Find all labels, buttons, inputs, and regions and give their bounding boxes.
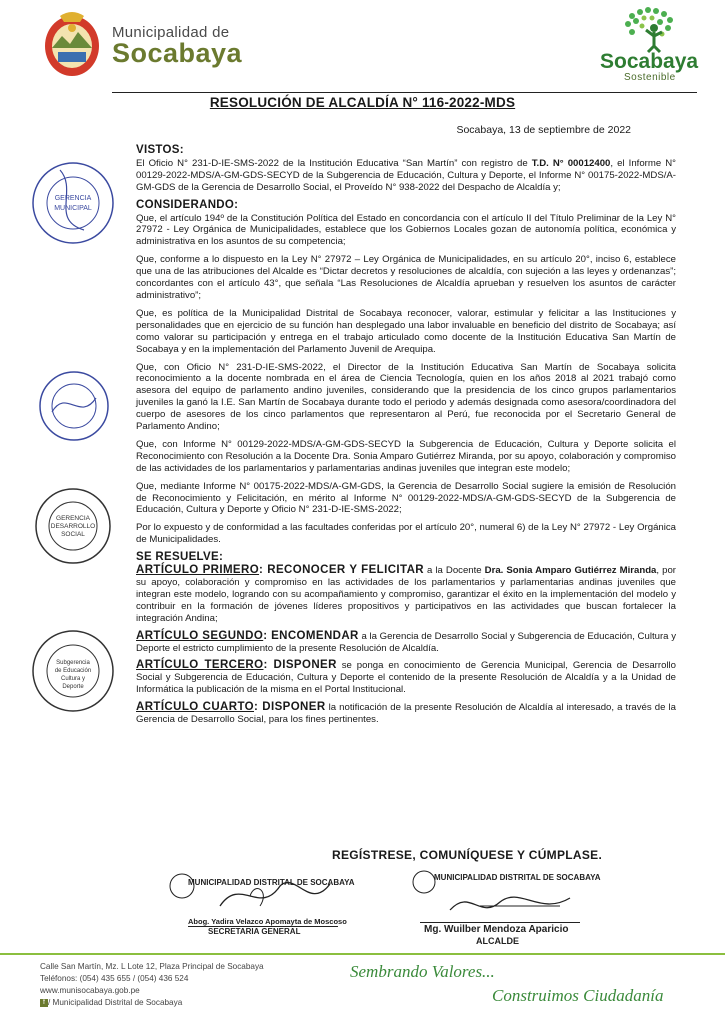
svg-text:MUNICIPAL: MUNICIPAL	[54, 205, 92, 212]
brand-tagline: Sostenible	[624, 72, 676, 83]
article-3-verb: : DISPONER	[263, 659, 337, 672]
desarrollo-social-stamp	[30, 486, 116, 566]
footer-social-text: / Municipalidad Distrital de Socabaya	[48, 998, 183, 1007]
article-2-verb: : ENCOMENDAR	[263, 629, 359, 642]
vistos-text-a: El Oficio N° 231-D-IE-SMS-2022 de la Institución Educativa “San Martín” con registro de	[136, 157, 532, 169]
article-1-verb: : RECONOCER Y FELICITAR	[259, 564, 424, 577]
resolution-date: Socabaya, 13 de septiembre de 2022	[456, 124, 631, 136]
footer-divider	[0, 953, 725, 955]
vistos-registry-number: T.D. N° 00012400	[531, 157, 611, 169]
vistos-text-b: , el Informe N° 00129-2022-MDS/A-GM-GDS-SECYD de la Subgerencia de Educación, Cultura y Deporte, el Informe N° 00175-2022-MDS/A-GM-GDS de la Gerencia de Desarrollo Social, el Proveído N° 938-2022 del Despacho de Alcaldía y;	[136, 157, 677, 193]
resolution-title: RESOLUCIÓN DE ALCALDÍA N° 116-2022-MDS	[209, 95, 516, 110]
considerando-heading: CONSIDERANDO:	[136, 198, 239, 211]
letterhead	[0, 0, 725, 95]
slogan-line-1: Sembrando Valores...	[350, 962, 495, 981]
article-3-heading: ARTÍCULO TERCERO	[136, 659, 264, 672]
mayor-role: ALCALDE	[476, 936, 519, 946]
svg-text:Cultura y: Cultura y	[60, 676, 86, 682]
secretary-role: SECRETARIA GENERAL	[208, 927, 301, 936]
secretary-name: Abog. Yadira Velazco Apomayta de Moscoso	[188, 917, 347, 926]
article-4-heading: ARTÍCULO CUARTO	[136, 701, 255, 714]
article-1-text-a: a la Docente	[423, 565, 485, 577]
considerando-paragraph-2: Que, conforme a lo dispuesto en la Ley N° 27972 – Ley Orgánica de Municipalidades, en su artículo 20°, inciso 6, establece que una de las atribuciones del Alcalde es “Dictar decretos y resoluciones de alcaldía, con sujeción a las leyes y ordenanzas”; concordantes con el artículo 43°, que señala “Las Resoluciones de Alcaldía aprueban y resuelven los asuntos de carácter administrativo”;	[136, 254, 676, 301]
article-4-text: la notificación de la presente Resolución de Alcaldía al interesado, a través de la Gerencia de Desarrollo Social, para los fines pertinentes.	[136, 702, 676, 726]
svg-text:GERENCIA: GERENCIA	[56, 515, 90, 522]
vistos-paragraph	[136, 158, 676, 194]
considerando-paragraph-4: Que, con Oficio N° 231-D-IE-SMS-2022, el Director de la Institución Educativa San Martín de Socabaya solicita reconocimiento a la docente nombrada en el área de Ciencia Tecnología, quien en los años 2018 al 2021 trabajó como asesora del equipo de parlamento andino juveniles, considerando que la presidencia de los cinco grupos parlamentarios juveniles la ganó la I.E. San Martín de Socabaya durante todo el periodo y además designada como asesora/coordinadora del cuerpo de asesores de los cinco parlamentos que representaron al Perú, fue reconocida por el Secretario General de Parlamento Andino;	[136, 361, 676, 433]
slogan-line-2: Construimos Ciudadanía	[492, 986, 664, 1005]
footer-social[interactable]	[40, 998, 182, 1007]
considerando-paragraph-3: Que, es política de la Municipalidad Distrital de Socabaya reconocer, valorar, estimular y felicitar a las Instituciones y personalidades que en ejercicio de su función han desplegado una labor invaluable en beneficio del distrito de Socabaya; así como valorar su participación y entrega en el trabajo articulado como docente de la Institución Educativa San Martín de Socabaya y en la implementación del Parlamento Juvenil de Arequipa.	[136, 307, 676, 355]
article-1	[136, 565, 676, 625]
right-stamp-text: MUNICIPALIDAD DISTRITAL DE SOCABAYA	[434, 873, 601, 882]
article-3	[136, 660, 676, 696]
article-4-verb: : DISPONER	[254, 701, 326, 714]
footer-phones: Teléfonos: (054) 435 655 / (054) 436 524	[40, 974, 189, 983]
svg-text:DESARROLLO: DESARROLLO	[50, 523, 96, 530]
article-3-text: se ponga en conocimiento de Gerencia Municipal, Gerencia de Desarrollo Social y Subgerencia de Educación, Cultura y Deporte el contenido de la presente Resolución de Alcaldía y a la Unidad de Informática la publicación de la misma en el Portal Institucional.	[136, 660, 677, 696]
municipality-name: Socabaya	[112, 38, 243, 68]
vistos-heading: VISTOS:	[136, 144, 184, 156]
mayor-name: Mg. Wuilber Mendoza Aparicio	[424, 924, 569, 935]
resolution-body	[136, 145, 676, 732]
municipal-crest-icon	[40, 8, 104, 80]
municipality-label: Municipalidad de	[112, 24, 230, 41]
svg-text:Subgerencia: Subgerencia	[56, 660, 90, 666]
svg-text:GERENCIA: GERENCIA	[54, 195, 92, 202]
se-resuelve-heading: SE RESUELVE:	[136, 551, 224, 564]
considerando-paragraph-1: Que, el artículo 194º de la Constitución Política del Estado en concordancia con el artículo II del Título Preliminar de la Ley N° 27972 - Ley Orgánica de Municipalidades, establece que los Gobiernos Locales gozan de autonomía política, económica y administrativa en los asuntos de su competencia;	[136, 212, 676, 248]
article-2-heading: ARTÍCULO SEGUNDO	[136, 629, 264, 642]
article-2	[136, 631, 676, 655]
facebook-icon: f	[40, 999, 48, 1007]
svg-text:de Educación: de Educación	[54, 668, 92, 674]
considerando-paragraph-7: Por lo expuesto y de conformidad a las facultades conferidas por el artículo 20°, numeral 6) de la Ley N° 27972 - Ley Orgánica de Municipalidades.	[136, 522, 676, 546]
closing-formula: REGÍSTRESE, COMUNÍQUESE Y CÚMPLASE.	[332, 848, 603, 862]
article-1-heading: ARTÍCULO PRIMERO	[136, 564, 260, 577]
educacion-stamp	[30, 628, 116, 714]
article-1-text-b: , por su apoyo, colaboración y compromiso en las actividades de los parlamentarios y parlamentarias andinas juveniles que integran este modelo, logrando con su acompañamiento y compromiso, garantizar el éxito en la implementación del modelo y contribuir en la formación de jóvenes líderes propositivos y participativos en las actividades que buscan fortalecer la integración Andina;	[136, 565, 676, 624]
header-divider	[112, 92, 697, 93]
considerando-paragraph-5: Que, con Informe N° 00129-2022-MDS/A-GM-GDS-SECYD la Subgerencia de Educación, Cultura y Deporte solicita el Reconocimiento con Resolución a la Docente Dra. Sonia Amparo Gutiérrez Miranda, por su apoyo, colaboración y compromiso de las actividades de los parlamentarios y parlamentarias andinas juveniles que integran este modelo;	[136, 438, 676, 474]
footer-address: Calle San Martín, Mz. L Lote 12, Plaza Principal de Socabaya	[40, 962, 264, 971]
svg-text:SOCIAL: SOCIAL	[61, 531, 85, 538]
considerando-paragraph-6: Que, mediante Informe N° 00175-2022-MDS/A-GM-GDS, la Gerencia de Desarrollo Social sugiere la emisión de Resolución de Reconocimiento y Felicitación, en mérito al Informe N° 00129-2022-MDS/A-GM-GDS-SECYD de la Subgerencia de Educación, Cultura y Deporte y Oficio N° 231-D-IE-SMS-2022;	[136, 480, 676, 516]
svg-text:Deporte: Deporte	[62, 684, 84, 690]
left-stamp-text: MUNICIPALIDAD DISTRITAL DE SOCABAYA	[188, 878, 355, 887]
article-2-text: a la Gerencia de Desarrollo Social y Subgerencia de Educación, Cultura y Deporte el estricto cumplimiento de la presente Resolución de Alcaldía.	[136, 630, 676, 654]
subgerencia-stamp-2	[36, 368, 112, 444]
article-4	[136, 702, 676, 726]
mayor-signature-line	[420, 922, 580, 923]
brand-name: Socabaya	[600, 50, 699, 73]
article-1-honoree: Dra. Sonia Amparo Gutiérrez Miranda	[484, 565, 657, 577]
footer-website[interactable]: www.munisocabaya.gob.pe	[40, 986, 140, 995]
subgerencia-stamp-1	[30, 160, 116, 246]
